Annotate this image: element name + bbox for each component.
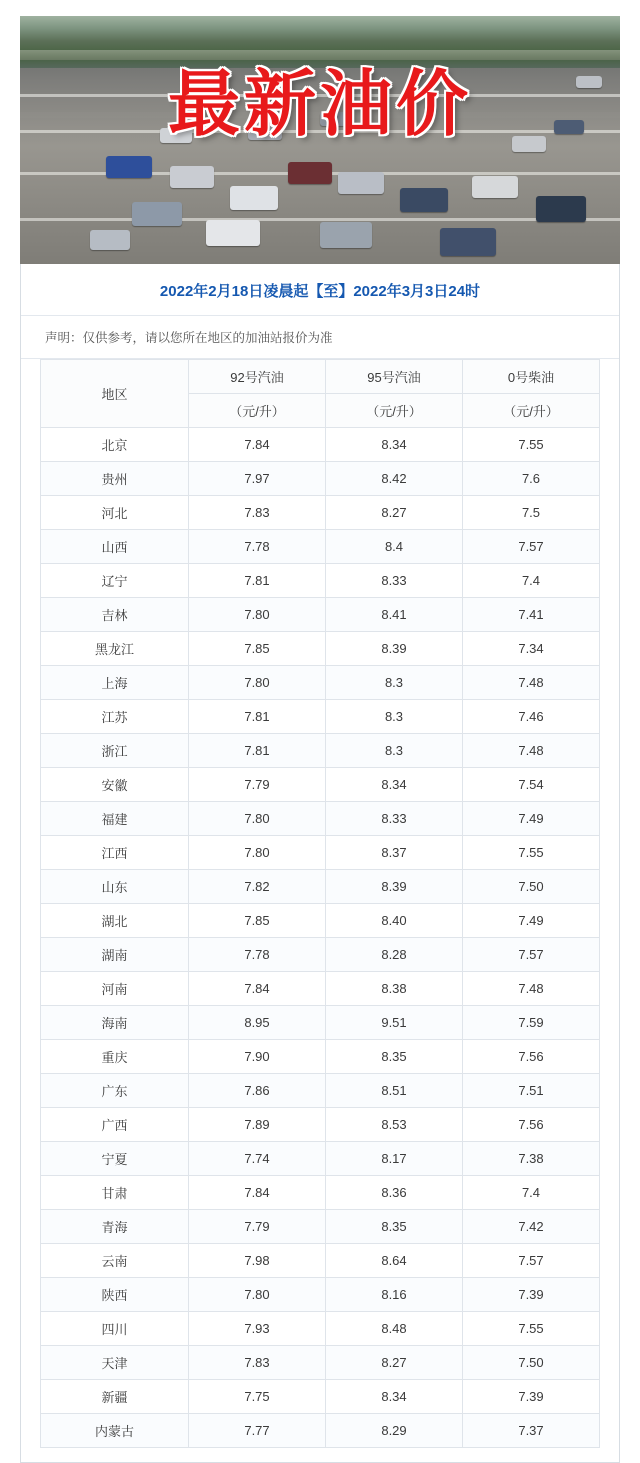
cell-gas92-price: 8.95 bbox=[189, 1006, 326, 1040]
cell-gas92-price: 7.89 bbox=[189, 1108, 326, 1142]
column-header-region: 地区 bbox=[41, 360, 189, 428]
cell-gas95-price: 9.51 bbox=[326, 1006, 463, 1040]
cell-gas95-price: 8.28 bbox=[326, 938, 463, 972]
cell-region: 黑龙江 bbox=[41, 632, 189, 666]
cell-region: 宁夏 bbox=[41, 1142, 189, 1176]
hero-title: 最新油价 bbox=[167, 62, 472, 146]
cell-gas92-price: 7.80 bbox=[189, 836, 326, 870]
cell-diesel0-price: 7.39 bbox=[463, 1380, 600, 1414]
cell-gas95-price: 8.33 bbox=[326, 564, 463, 598]
cell-gas92-price: 7.85 bbox=[189, 632, 326, 666]
cell-gas92-price: 7.85 bbox=[189, 904, 326, 938]
cell-diesel0-price: 7.34 bbox=[463, 632, 600, 666]
cell-gas95-price: 8.53 bbox=[326, 1108, 463, 1142]
cell-gas92-price: 7.80 bbox=[189, 802, 326, 836]
cell-gas95-price: 8.35 bbox=[326, 1040, 463, 1074]
table-row bbox=[41, 632, 600, 666]
date-range-subtitle: 2022年2月18日凌晨起【至】2022年3月3日24时 bbox=[21, 264, 619, 316]
cell-region: 江西 bbox=[41, 836, 189, 870]
cell-gas95-price: 8.39 bbox=[326, 870, 463, 904]
cell-gas95-price: 8.34 bbox=[326, 1380, 463, 1414]
cell-gas92-price: 7.78 bbox=[189, 938, 326, 972]
cell-region: 湖南 bbox=[41, 938, 189, 972]
column-header-gas95: 95号汽油 bbox=[326, 360, 463, 394]
cell-region: 甘肃 bbox=[41, 1176, 189, 1210]
cell-gas92-price: 7.93 bbox=[189, 1312, 326, 1346]
table-row bbox=[41, 802, 600, 836]
cell-diesel0-price: 7.56 bbox=[463, 1108, 600, 1142]
cell-gas92-price: 7.80 bbox=[189, 1278, 326, 1312]
cell-diesel0-price: 7.5 bbox=[463, 496, 600, 530]
cell-diesel0-price: 7.6 bbox=[463, 462, 600, 496]
cell-region: 云南 bbox=[41, 1244, 189, 1278]
cell-gas95-price: 8.3 bbox=[326, 700, 463, 734]
cell-gas95-price: 8.42 bbox=[326, 462, 463, 496]
column-header-gas92: 92号汽油 bbox=[189, 360, 326, 394]
table-row bbox=[41, 1176, 600, 1210]
cell-region: 上海 bbox=[41, 666, 189, 700]
cell-gas92-price: 7.81 bbox=[189, 734, 326, 768]
cell-region: 广东 bbox=[41, 1074, 189, 1108]
table-row bbox=[41, 428, 600, 462]
cell-region: 福建 bbox=[41, 802, 189, 836]
cell-gas95-price: 8.34 bbox=[326, 768, 463, 802]
cell-gas95-price: 8.3 bbox=[326, 666, 463, 700]
table-row bbox=[41, 462, 600, 496]
table-row bbox=[41, 938, 600, 972]
cell-region: 河北 bbox=[41, 496, 189, 530]
cell-diesel0-price: 7.51 bbox=[463, 1074, 600, 1108]
table-row bbox=[41, 1074, 600, 1108]
cell-diesel0-price: 7.56 bbox=[463, 1040, 600, 1074]
page-root bbox=[0, 16, 640, 1463]
cell-gas92-price: 7.79 bbox=[189, 1210, 326, 1244]
cell-region: 江苏 bbox=[41, 700, 189, 734]
cell-region: 湖北 bbox=[41, 904, 189, 938]
cell-gas92-price: 7.77 bbox=[189, 1414, 326, 1448]
cell-diesel0-price: 7.55 bbox=[463, 836, 600, 870]
content-card bbox=[20, 264, 620, 1463]
table-row bbox=[41, 1040, 600, 1074]
cell-gas95-price: 8.48 bbox=[326, 1312, 463, 1346]
cell-gas95-price: 8.16 bbox=[326, 1278, 463, 1312]
cell-region: 海南 bbox=[41, 1006, 189, 1040]
cell-region: 吉林 bbox=[41, 598, 189, 632]
cell-gas95-price: 8.29 bbox=[326, 1414, 463, 1448]
cell-gas92-price: 7.81 bbox=[189, 564, 326, 598]
table-row bbox=[41, 734, 600, 768]
cell-gas95-price: 8.27 bbox=[326, 1346, 463, 1380]
table-row bbox=[41, 598, 600, 632]
cell-region: 河南 bbox=[41, 972, 189, 1006]
column-header-diesel0: 0号柴油 bbox=[463, 360, 600, 394]
cell-diesel0-price: 7.54 bbox=[463, 768, 600, 802]
cell-gas92-price: 7.80 bbox=[189, 598, 326, 632]
cell-gas92-price: 7.86 bbox=[189, 1074, 326, 1108]
table-row bbox=[41, 1380, 600, 1414]
cell-gas95-price: 8.38 bbox=[326, 972, 463, 1006]
table-row bbox=[41, 1142, 600, 1176]
cell-gas95-price: 8.4 bbox=[326, 530, 463, 564]
cell-diesel0-price: 7.4 bbox=[463, 1176, 600, 1210]
cell-diesel0-price: 7.50 bbox=[463, 870, 600, 904]
cell-gas95-price: 8.36 bbox=[326, 1176, 463, 1210]
cell-diesel0-price: 7.42 bbox=[463, 1210, 600, 1244]
cell-diesel0-price: 7.41 bbox=[463, 598, 600, 632]
table-row bbox=[41, 836, 600, 870]
cell-gas95-price: 8.3 bbox=[326, 734, 463, 768]
table-row bbox=[41, 1108, 600, 1142]
cell-diesel0-price: 7.57 bbox=[463, 530, 600, 564]
disclaimer-notice: 声明：仅供参考，请以您所在地区的加油站报价为准 bbox=[21, 316, 619, 359]
cell-gas92-price: 7.78 bbox=[189, 530, 326, 564]
cell-diesel0-price: 7.50 bbox=[463, 1346, 600, 1380]
table-row bbox=[41, 972, 600, 1006]
cell-gas95-price: 8.37 bbox=[326, 836, 463, 870]
cell-region: 青海 bbox=[41, 1210, 189, 1244]
cell-region: 广西 bbox=[41, 1108, 189, 1142]
cell-diesel0-price: 7.49 bbox=[463, 802, 600, 836]
hero-banner bbox=[20, 16, 620, 264]
cell-region: 安徽 bbox=[41, 768, 189, 802]
cell-diesel0-price: 7.39 bbox=[463, 1278, 600, 1312]
cell-gas95-price: 8.64 bbox=[326, 1244, 463, 1278]
table-row bbox=[41, 768, 600, 802]
cell-region: 新疆 bbox=[41, 1380, 189, 1414]
table-row bbox=[41, 1414, 600, 1448]
cell-gas95-price: 8.51 bbox=[326, 1074, 463, 1108]
cell-region: 山西 bbox=[41, 530, 189, 564]
cell-gas92-price: 7.74 bbox=[189, 1142, 326, 1176]
cell-diesel0-price: 7.48 bbox=[463, 734, 600, 768]
table-header-row bbox=[41, 360, 600, 394]
cell-gas95-price: 8.34 bbox=[326, 428, 463, 462]
table-row bbox=[41, 666, 600, 700]
cell-diesel0-price: 7.48 bbox=[463, 972, 600, 1006]
cell-gas92-price: 7.75 bbox=[189, 1380, 326, 1414]
cell-gas92-price: 7.84 bbox=[189, 972, 326, 1006]
cell-diesel0-price: 7.59 bbox=[463, 1006, 600, 1040]
fuel-price-table bbox=[40, 359, 600, 1448]
cell-gas92-price: 7.83 bbox=[189, 1346, 326, 1380]
cell-region: 浙江 bbox=[41, 734, 189, 768]
cell-region: 四川 bbox=[41, 1312, 189, 1346]
cell-gas92-price: 7.97 bbox=[189, 462, 326, 496]
cell-gas95-price: 8.33 bbox=[326, 802, 463, 836]
table-row bbox=[41, 1006, 600, 1040]
table-row bbox=[41, 564, 600, 598]
cell-diesel0-price: 7.57 bbox=[463, 1244, 600, 1278]
cell-diesel0-price: 7.55 bbox=[463, 428, 600, 462]
table-body bbox=[41, 428, 600, 1448]
cell-gas92-price: 7.98 bbox=[189, 1244, 326, 1278]
cell-gas92-price: 7.80 bbox=[189, 666, 326, 700]
table-row bbox=[41, 700, 600, 734]
table-row bbox=[41, 1244, 600, 1278]
cell-region: 贵州 bbox=[41, 462, 189, 496]
table-row bbox=[41, 870, 600, 904]
cell-diesel0-price: 7.37 bbox=[463, 1414, 600, 1448]
cell-gas92-price: 7.83 bbox=[189, 496, 326, 530]
table-row bbox=[41, 1312, 600, 1346]
table-row bbox=[41, 530, 600, 564]
cell-region: 陕西 bbox=[41, 1278, 189, 1312]
cell-gas95-price: 8.40 bbox=[326, 904, 463, 938]
cell-diesel0-price: 7.48 bbox=[463, 666, 600, 700]
cell-region: 山东 bbox=[41, 870, 189, 904]
table-row bbox=[41, 496, 600, 530]
cell-gas95-price: 8.35 bbox=[326, 1210, 463, 1244]
cell-gas92-price: 7.84 bbox=[189, 1176, 326, 1210]
cell-diesel0-price: 7.46 bbox=[463, 700, 600, 734]
cell-gas92-price: 7.90 bbox=[189, 1040, 326, 1074]
cell-gas92-price: 7.81 bbox=[189, 700, 326, 734]
cell-diesel0-price: 7.4 bbox=[463, 564, 600, 598]
cell-diesel0-price: 7.38 bbox=[463, 1142, 600, 1176]
cell-gas95-price: 8.39 bbox=[326, 632, 463, 666]
cell-region: 内蒙古 bbox=[41, 1414, 189, 1448]
cell-gas95-price: 8.27 bbox=[326, 496, 463, 530]
table-row bbox=[41, 1210, 600, 1244]
column-unit-gas92: （元/升） bbox=[189, 394, 326, 428]
column-unit-gas95: （元/升） bbox=[326, 394, 463, 428]
cell-gas92-price: 7.79 bbox=[189, 768, 326, 802]
table-row bbox=[41, 1346, 600, 1380]
cell-region: 重庆 bbox=[41, 1040, 189, 1074]
cell-gas92-price: 7.82 bbox=[189, 870, 326, 904]
cell-diesel0-price: 7.49 bbox=[463, 904, 600, 938]
table-row bbox=[41, 1278, 600, 1312]
cell-gas95-price: 8.17 bbox=[326, 1142, 463, 1176]
table-head bbox=[41, 360, 600, 428]
cell-gas95-price: 8.41 bbox=[326, 598, 463, 632]
table-row bbox=[41, 904, 600, 938]
cell-diesel0-price: 7.57 bbox=[463, 938, 600, 972]
cell-region: 北京 bbox=[41, 428, 189, 462]
column-unit-diesel0: （元/升） bbox=[463, 394, 600, 428]
cell-region: 辽宁 bbox=[41, 564, 189, 598]
cell-diesel0-price: 7.55 bbox=[463, 1312, 600, 1346]
cell-region: 天津 bbox=[41, 1346, 189, 1380]
cell-gas92-price: 7.84 bbox=[189, 428, 326, 462]
